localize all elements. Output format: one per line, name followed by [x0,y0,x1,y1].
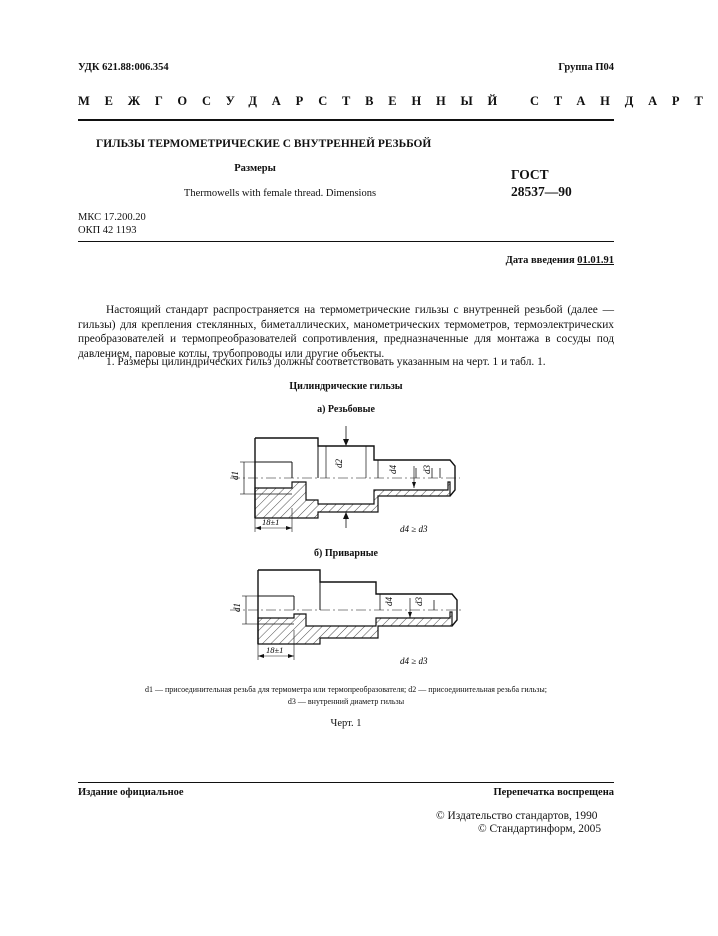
label-d3-a: d3 [422,465,432,474]
figure-a-heading: а) Резьбовые [317,404,375,415]
paragraph-dimensions: 1. Размеры цилиндрических гильз должны соответствовать указанным на черт. 1 и табл. 1. [106,356,546,368]
label-d1-a: d1 [230,471,240,480]
udk-code: УДК 621.88:006.354 [78,62,169,73]
intro-date-label: Дата введения [505,255,575,266]
label-relation-b: d4 ≥ d3 [400,656,428,666]
document-subtitle: Размеры [234,163,276,174]
classification-codes [78,212,146,237]
label-d1-b: d1 [232,603,242,612]
header-rule [78,119,614,121]
figure-b-heading: б) Приварные [314,548,378,559]
label-d2-a: d2 [334,459,344,468]
intro-date [506,255,614,266]
okp-code: ОКП 42 1193 [78,224,137,236]
figure-heading: Цилиндрические гильзы [289,381,403,392]
label-relation-a: d4 ≥ d3 [400,524,428,534]
legend-line-1: d1 — присоединительная резьба для термометра или термопреобразователя; d2 — присоединительная резьба гильзы; [144,685,548,694]
label-18-a: 18±1 [262,517,280,527]
figure-caption: Черт. 1 [330,718,362,729]
gost-number: 28537—90 [511,184,572,199]
label-d4-b: d4 [384,597,394,606]
copyright-2005: © Стандартинформ, 2005 [478,823,602,835]
label-d3-b: d3 [414,597,424,606]
official-edition: Издание официальное [78,787,184,798]
intro-date-value: 01.01.91 [577,255,614,266]
document-title: ГИЛЬЗЫ ТЕРМОМЕТРИЧЕСКИЕ С ВНУТРЕННЕЙ РЕЗЬБОЙ [96,138,432,150]
gost-label: ГОСТ [511,167,549,182]
copyright-block [436,810,614,836]
label-18-b: 18±1 [266,645,284,655]
legend-line-2: d3 — внутренний диаметр гильзы [287,697,405,706]
english-title: Thermowells with female thread. Dimensions [183,188,377,199]
paragraph-scope: Настоящий стандарт распространяется на термометрические гильзы с внутренней резьбой (далее — гильзы) для крепления стеклянных, биметаллических, манометрических термометров, термоэлектрических преобразователей и термопреобразователей сопротивления, предназначенные для монтажа в сосуды под давлением, паровые котлы, трубопроводы или другие объекты. [78,304,614,360]
figure-legend [78,684,614,708]
drawing-threaded-thermowell [210,418,470,536]
title-rule [78,241,614,242]
drawing-welded-thermowell [210,560,470,672]
mks-code: МКС 17.200.20 [78,212,146,223]
label-d4-a: d4 [388,465,398,474]
group-code: Группа П04 [558,62,614,73]
reprint-prohibited: Перепечатка воспрещена [493,787,614,798]
footer-rule [78,782,614,783]
copyright-1990: © Издательство стандартов, 1990 [436,810,598,822]
standard-type: МЕЖГОСУДАРСТВЕННЫЙ СТАНДАРТ [78,94,718,108]
